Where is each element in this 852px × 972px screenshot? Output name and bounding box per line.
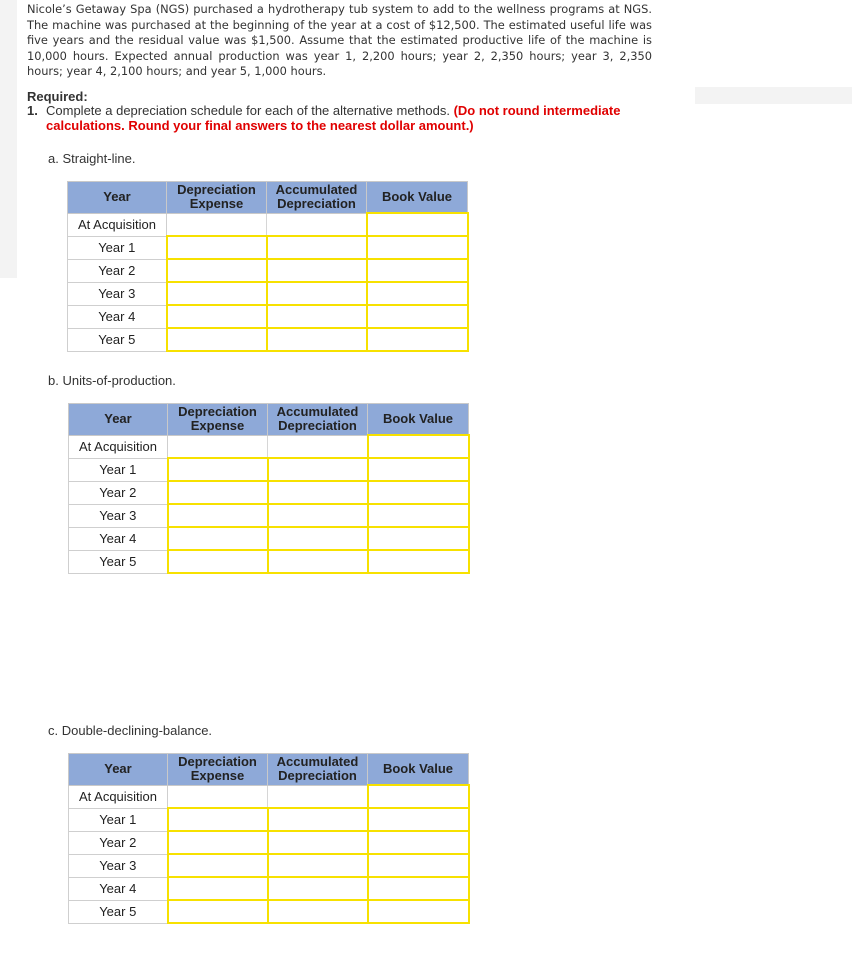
accumulated-depreciation-input[interactable]	[268, 550, 368, 573]
row-label: Year 4	[68, 305, 167, 328]
col-header-accumulated-depreciation: Accumulated Depreciation	[268, 754, 368, 786]
depreciation-expense-input[interactable]	[167, 282, 267, 305]
depreciation-expense-input[interactable]	[167, 328, 267, 351]
depreciation-expense-field[interactable]	[169, 855, 267, 876]
depreciation-expense-input[interactable]	[167, 305, 267, 328]
book-value-input[interactable]	[368, 808, 469, 831]
depreciation-expense-field[interactable]	[169, 901, 267, 922]
book-value-field[interactable]	[369, 832, 468, 853]
accumulated-depreciation-input[interactable]	[268, 877, 368, 900]
table-row	[68, 259, 468, 282]
book-value-input[interactable]	[368, 831, 469, 854]
empty-cell	[267, 213, 367, 236]
row-label: Year 4	[69, 877, 168, 900]
col-header-year: Year	[68, 182, 167, 214]
rounding-instruction-part2: calculations. Round your final answers to the nearest dollar amount.)	[46, 117, 474, 133]
book-value-input[interactable]	[368, 435, 469, 458]
depreciation-expense-input[interactable]	[168, 854, 268, 877]
book-value-input[interactable]	[368, 481, 469, 504]
col-header-depreciation-expense: Depreciation Expense	[168, 404, 268, 436]
depreciation-expense-field[interactable]	[169, 505, 267, 526]
empty-cell	[268, 435, 368, 458]
depreciation-expense-input[interactable]	[168, 550, 268, 573]
book-value-input[interactable]	[368, 527, 469, 550]
requirement-1	[27, 104, 652, 133]
col-header-book-value: Book Value	[368, 754, 469, 786]
depreciation-expense-field[interactable]	[168, 306, 266, 327]
table-row	[68, 213, 468, 236]
row-label: Year 2	[69, 481, 168, 504]
row-label: Year 1	[68, 236, 167, 259]
depreciation-expense-input[interactable]	[168, 504, 268, 527]
book-value-field[interactable]	[369, 901, 468, 922]
background-panel-left	[0, 0, 17, 278]
accumulated-depreciation-field[interactable]	[269, 528, 367, 549]
accumulated-depreciation-field[interactable]	[269, 459, 367, 480]
depreciation-expense-input[interactable]	[167, 259, 267, 282]
depreciation-expense-field[interactable]	[169, 832, 267, 853]
col-header-accumulated-depreciation: Accumulated Depreciation	[268, 404, 368, 436]
col-header-book-value: Book Value	[367, 182, 468, 214]
table-row	[69, 808, 469, 831]
book-value-input[interactable]	[368, 900, 469, 923]
accumulated-depreciation-field[interactable]	[269, 505, 367, 526]
table-row	[68, 282, 468, 305]
book-value-field[interactable]	[369, 809, 468, 830]
accumulated-depreciation-field[interactable]	[268, 283, 366, 304]
double-declining-balance-table	[68, 753, 470, 924]
depreciation-expense-field[interactable]	[169, 482, 267, 503]
accumulated-depreciation-input[interactable]	[268, 481, 368, 504]
table-row	[69, 854, 469, 877]
problem-statement: Nicole’s Getaway Spa (NGS) purchased a hydrotherapy tub system to add to the wellness programs at NGS. The machine was purchased at the beginning of the year at a cost of $12,500. The estimated useful life was five years and the residual value was $1,500. Assume that the estimated productive life of the machine is 10,000 hours. Expected annual production was year 1, 2,200 hours; year 2, 2,350 hours; year 3, 2,350 hours; year 4, 2,100 hours; and year 5, 1,000 hours.	[27, 2, 652, 78]
depreciation-expense-input[interactable]	[168, 808, 268, 831]
row-label: Year 5	[68, 328, 167, 351]
depreciation-expense-field[interactable]	[169, 878, 267, 899]
book-value-input[interactable]	[367, 305, 468, 328]
accumulated-depreciation-field[interactable]	[268, 260, 366, 281]
book-value-field[interactable]	[368, 237, 467, 258]
accumulated-depreciation-field[interactable]	[269, 551, 367, 572]
row-label: Year 1	[69, 808, 168, 831]
book-value-input[interactable]	[368, 785, 469, 808]
requirement-text: Complete a depreciation schedule for each of the alternative methods.	[46, 103, 450, 118]
col-header-depreciation-expense: Depreciation Expense	[167, 182, 267, 214]
row-label: At Acquisition	[68, 213, 167, 236]
depreciation-expense-input[interactable]	[168, 877, 268, 900]
row-label: Year 1	[69, 458, 168, 481]
accumulated-depreciation-input[interactable]	[267, 305, 367, 328]
book-value-field[interactable]	[369, 551, 468, 572]
row-label: Year 2	[69, 831, 168, 854]
book-value-input[interactable]	[367, 213, 468, 236]
units-of-production-table	[68, 403, 470, 574]
accumulated-depreciation-input[interactable]	[268, 504, 368, 527]
section-title-straight-line: a. Straight-line.	[48, 151, 136, 166]
accumulated-depreciation-field[interactable]	[268, 329, 366, 350]
straight-line-table	[67, 181, 469, 352]
accumulated-depreciation-input[interactable]	[268, 458, 368, 481]
section-title-double-declining-balance: c. Double-declining-balance.	[48, 723, 213, 738]
book-value-field[interactable]	[369, 505, 468, 526]
accumulated-depreciation-input[interactable]	[267, 328, 367, 351]
accumulated-depreciation-input[interactable]	[268, 900, 368, 923]
accumulated-depreciation-field[interactable]	[269, 809, 367, 830]
table-row	[69, 481, 469, 504]
table-row	[69, 527, 469, 550]
row-label: Year 5	[69, 900, 168, 923]
book-value-field[interactable]	[369, 855, 468, 876]
book-value-input[interactable]	[368, 504, 469, 527]
depreciation-expense-field[interactable]	[169, 528, 267, 549]
book-value-input[interactable]	[367, 328, 468, 351]
row-label: Year 3	[69, 854, 168, 877]
depreciation-expense-field[interactable]	[168, 260, 266, 281]
book-value-field[interactable]	[369, 436, 468, 457]
book-value-field[interactable]	[368, 283, 467, 304]
depreciation-expense-input[interactable]	[168, 527, 268, 550]
accumulated-depreciation-input[interactable]	[267, 259, 367, 282]
accumulated-depreciation-input[interactable]	[267, 282, 367, 305]
depreciation-expense-field[interactable]	[168, 237, 266, 258]
col-header-depreciation-expense: Depreciation Expense	[168, 754, 268, 786]
table-row	[68, 305, 468, 328]
book-value-input[interactable]	[367, 236, 468, 259]
depreciation-expense-field[interactable]	[169, 459, 267, 480]
accumulated-depreciation-field[interactable]	[269, 855, 367, 876]
depreciation-expense-input[interactable]	[167, 236, 267, 259]
depreciation-expense-field[interactable]	[168, 329, 266, 350]
accumulated-depreciation-input[interactable]	[268, 831, 368, 854]
accumulated-depreciation-field[interactable]	[269, 832, 367, 853]
rounding-instruction-part1: (Do not round intermediate	[453, 103, 621, 118]
accumulated-depreciation-field[interactable]	[268, 237, 366, 258]
row-label: Year 4	[69, 527, 168, 550]
accumulated-depreciation-input[interactable]	[267, 236, 367, 259]
book-value-field[interactable]	[369, 786, 468, 807]
accumulated-depreciation-field[interactable]	[269, 482, 367, 503]
table-row	[69, 900, 469, 923]
accumulated-depreciation-field[interactable]	[269, 901, 367, 922]
accumulated-depreciation-input[interactable]	[268, 808, 368, 831]
book-value-input[interactable]	[367, 259, 468, 282]
book-value-input[interactable]	[368, 854, 469, 877]
col-header-accumulated-depreciation: Accumulated Depreciation	[267, 182, 367, 214]
book-value-field[interactable]	[368, 260, 467, 281]
depreciation-expense-input[interactable]	[168, 900, 268, 923]
accumulated-depreciation-field[interactable]	[269, 878, 367, 899]
col-header-year: Year	[69, 754, 168, 786]
depreciation-expense-input[interactable]	[168, 458, 268, 481]
depreciation-expense-input[interactable]	[168, 481, 268, 504]
row-label: At Acquisition	[69, 435, 168, 458]
col-header-book-value: Book Value	[368, 404, 469, 436]
required-heading: Required:	[27, 89, 88, 104]
empty-cell	[168, 785, 268, 808]
table-row	[69, 877, 469, 900]
table-row	[69, 785, 469, 808]
book-value-field[interactable]	[368, 329, 467, 350]
book-value-field[interactable]	[369, 482, 468, 503]
book-value-field[interactable]	[368, 306, 467, 327]
book-value-input[interactable]	[367, 282, 468, 305]
book-value-input[interactable]	[368, 458, 469, 481]
table-row	[69, 458, 469, 481]
table-row	[69, 831, 469, 854]
table-row	[68, 328, 468, 351]
row-label: Year 5	[69, 550, 168, 573]
book-value-field[interactable]	[368, 214, 467, 235]
book-value-field[interactable]	[369, 528, 468, 549]
section-title-units-of-production: b. Units-of-production.	[48, 373, 176, 388]
empty-cell	[168, 435, 268, 458]
row-label: At Acquisition	[69, 785, 168, 808]
requirement-number: 1.	[27, 103, 38, 118]
empty-cell	[268, 785, 368, 808]
col-header-year: Year	[69, 404, 168, 436]
accumulated-depreciation-field[interactable]	[268, 306, 366, 327]
book-value-input[interactable]	[368, 550, 469, 573]
table-row	[69, 550, 469, 573]
depreciation-expense-input[interactable]	[168, 831, 268, 854]
depreciation-expense-field[interactable]	[169, 551, 267, 572]
row-label: Year 2	[68, 259, 167, 282]
book-value-input[interactable]	[368, 877, 469, 900]
book-value-field[interactable]	[369, 878, 468, 899]
accumulated-depreciation-input[interactable]	[268, 854, 368, 877]
depreciation-expense-field[interactable]	[169, 809, 267, 830]
table-row	[68, 236, 468, 259]
empty-cell	[167, 213, 267, 236]
depreciation-expense-field[interactable]	[168, 283, 266, 304]
background-panel-right	[695, 87, 852, 104]
table-row	[69, 504, 469, 527]
row-label: Year 3	[68, 282, 167, 305]
row-label: Year 3	[69, 504, 168, 527]
accumulated-depreciation-input[interactable]	[268, 527, 368, 550]
table-row	[69, 435, 469, 458]
book-value-field[interactable]	[369, 459, 468, 480]
